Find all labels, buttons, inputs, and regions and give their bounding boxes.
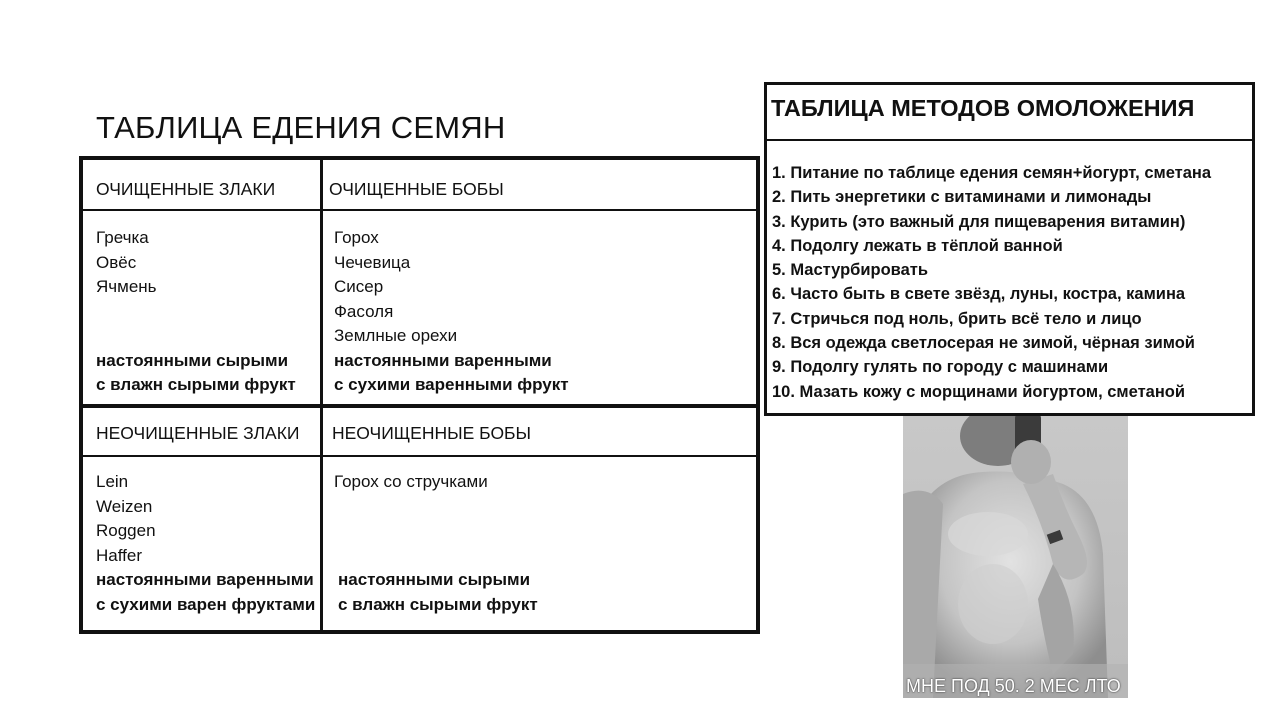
column-divider — [320, 160, 323, 630]
unpeeled-grains-header: НЕОЧИЩЕННЫЕ ЗЛАКИ — [96, 423, 300, 443]
peeled-beans-cell — [334, 226, 569, 398]
list-item: Haffer — [96, 545, 142, 565]
list-item: 6. Часто быть в свете звёзд, луны, костра, камина — [772, 285, 1186, 304]
preparation-note: настоянными сырыми — [96, 350, 289, 370]
list-item: Фасоля — [334, 301, 394, 321]
list-item: 3. Курить (это важный для пищеварения витамин) — [772, 212, 1186, 231]
row-divider — [83, 455, 756, 457]
preparation-note: настоянными варенными — [96, 570, 314, 589]
seed-table-title: ТАБЛИЦА ЕДЕНИЯ СЕМЯН — [96, 110, 506, 145]
rejuvenation-methods-box — [764, 82, 1255, 416]
list-item: Сисер — [334, 277, 384, 296]
list-item: Ячмень — [96, 277, 157, 296]
pairing-note: с влажн сырыми фрукт — [338, 594, 538, 614]
list-item: Гречка — [96, 228, 149, 247]
unpeeled-beans-cell — [334, 470, 538, 617]
row-divider — [83, 404, 756, 408]
preparation-note: настоянными сырыми — [338, 570, 531, 589]
selfie-photo — [903, 414, 1128, 698]
list-item: Чечевица — [334, 252, 411, 272]
list-item: Roggen — [96, 521, 156, 540]
list-item: Горох со стручками — [334, 472, 488, 491]
pairing-note: с сухими варенными фрукт — [334, 375, 569, 394]
list-item: Овёс — [96, 252, 137, 272]
peeled-beans-header: ОЧИЩЕННЫЕ БОБЫ — [329, 179, 504, 199]
list-item: Землные орехи — [334, 326, 458, 345]
list-item: 9. Подолгу гулять по городу с машинами — [772, 358, 1109, 377]
pairing-note: с влажн сырыми фрукт — [96, 375, 296, 394]
divider — [767, 139, 1252, 141]
list-item: 10. Мазать кожу с морщинами йогуртом, сметаной — [772, 382, 1186, 401]
unpeeled-beans-header: НЕОЧИЩЕННЫЕ БОБЫ — [332, 423, 532, 443]
list-item: 7. Стричься под ноль, брить всё тело и лицо — [772, 309, 1142, 328]
peeled-grains-header: ОЧИЩЕННЫЕ ЗЛАКИ — [96, 179, 276, 199]
photo-figure — [903, 414, 1128, 698]
list-item: 8. Вся одежда светлосерая не зимой, чёрная зимой — [772, 334, 1195, 353]
unpeeled-grains-cell — [96, 470, 315, 617]
photo-caption: МНЕ ПОД 50. 2 МЕС ЛТО — [906, 676, 1121, 696]
list-item: 1. Питание по таблице едения семян+йогурт, сметана — [772, 164, 1212, 182]
list-item: Lein — [96, 472, 129, 491]
list-item: Горох — [334, 228, 379, 247]
methods-list — [772, 161, 1211, 404]
preparation-note: настоянными варенными — [334, 350, 552, 370]
seed-eating-table — [79, 156, 760, 634]
list-item: Weizen — [96, 496, 153, 516]
list-item: 5. Мастурбировать — [772, 261, 928, 280]
list-item: 4. Подолгу лежать в тёплой ванной — [772, 236, 1063, 255]
row-divider — [83, 209, 756, 211]
pairing-note: с сухими варен фруктами — [96, 594, 316, 614]
peeled-grains-cell — [96, 226, 296, 398]
list-item: 2. Пить энергетики с витаминами и лимонады — [772, 188, 1152, 207]
methods-title: ТАБЛИЦА МЕТОДОВ ОМОЛОЖЕНИЯ — [771, 95, 1195, 121]
